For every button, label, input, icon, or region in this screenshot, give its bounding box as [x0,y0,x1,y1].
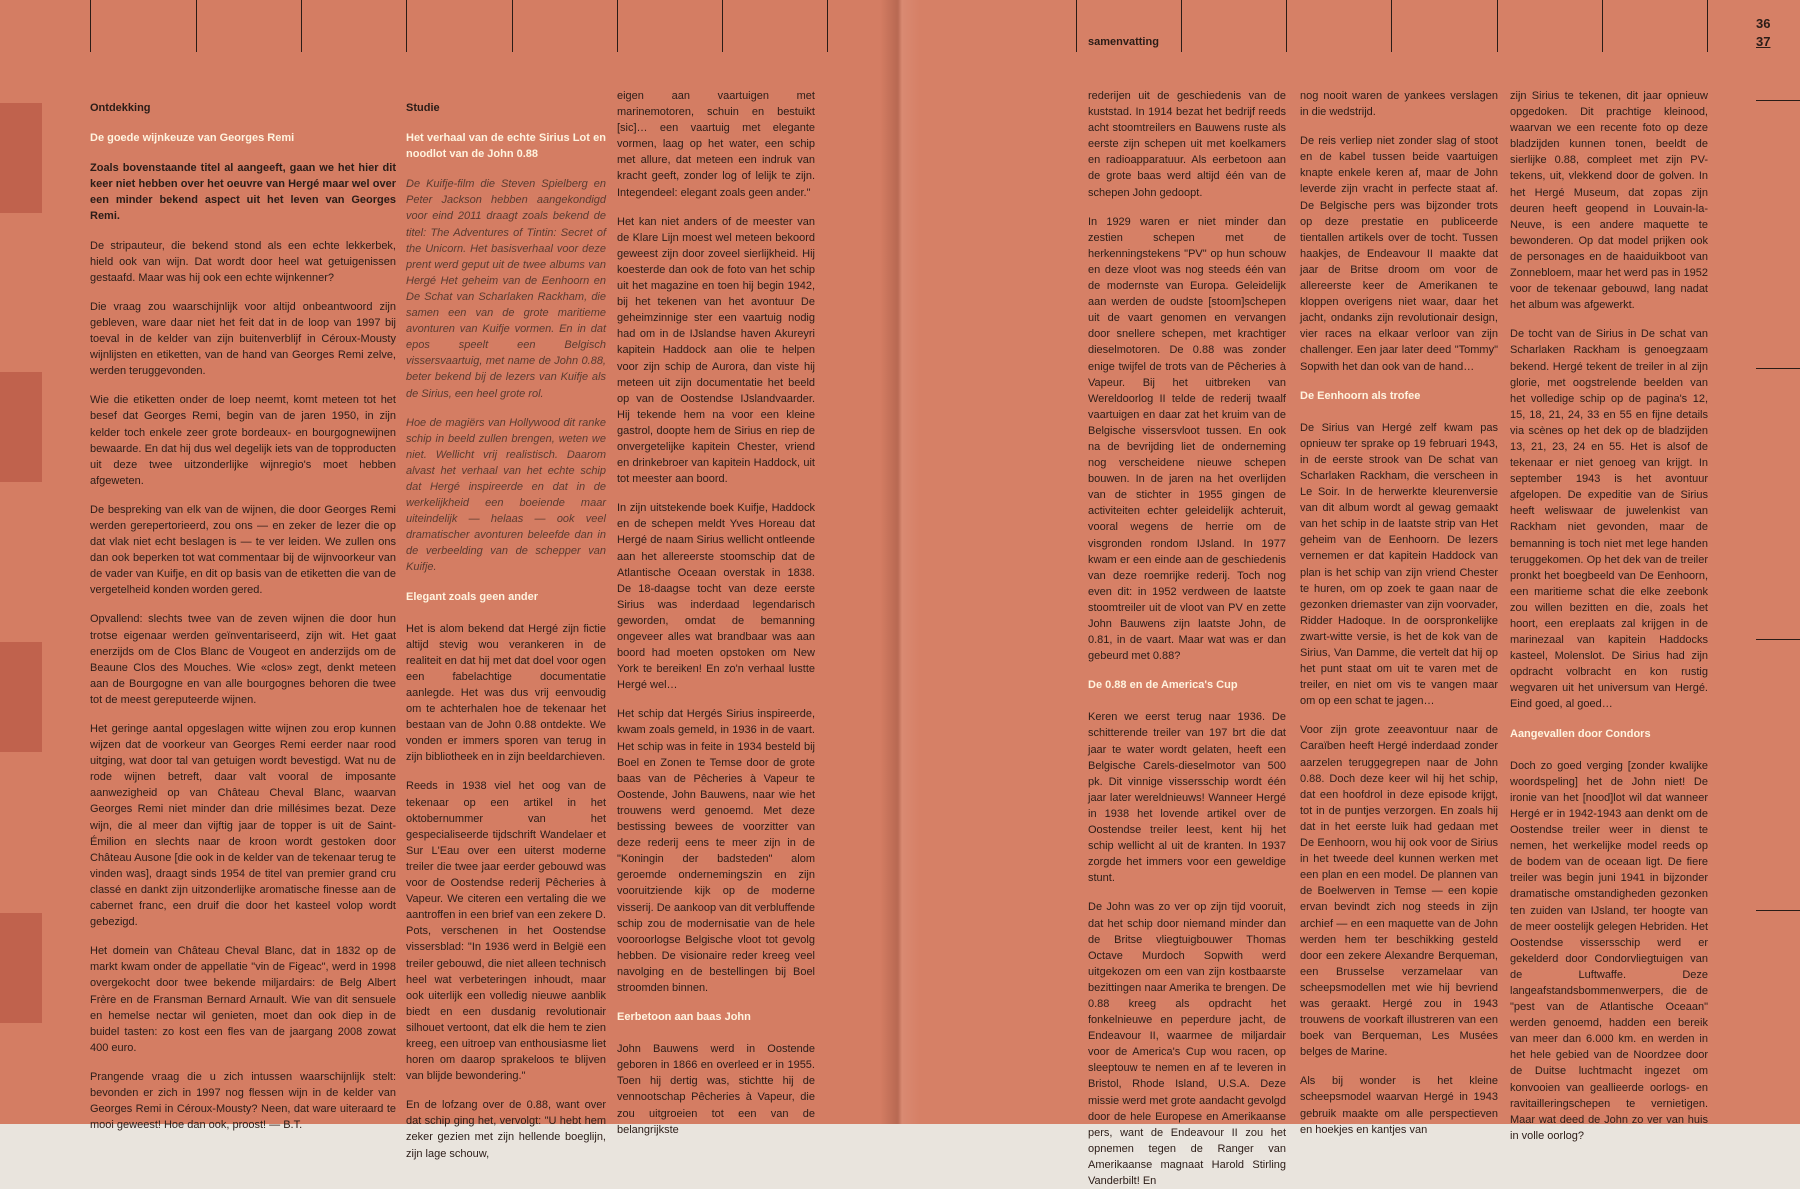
paragraph: Het is alom bekend dat Hergé zijn fictie altijd stevig wou verankeren in de realiteit en dat hij met dat doel voor ogen een fabelachtige documentatie aanlegde. Het was dus vrij eenvoudig om te achterhalen hoe de tekenaar het bestaan van de John 0.88 ontdekte. We vonden er immers sporen van terug in zijn bibliotheek en in zijn beeldarchieven. [406,622,606,764]
paragraph: De Sirius van Hergé zelf kwam pas opnieuw ter sprake op 19 februari 1943, in de eerste strook van De schat van Scharlaken Rackham, die verscheen in Le Soir. In de herwerkte kleurenversie van dit album wordt al gewag gemaakt van het schip in de laatste strip van Het geheim van de Eenhoorn. De lezers vernemen er dat kapitein Haddock van plan is het schip van zijn vriend Chester te huren, om op zoek te gaan naar de gezonken driemaster van zijn voorvader, Ridder Hadoque. In de oorspronkelijke zwart-witte versie, is het de kok van de Sirius, Van Damme, die vertelt dat hij op het punt staat om uit te varen met de treiler, en niet om vis te vangen maar om op een schat te jagen… [1300,421,1498,708]
top-tick [406,0,407,52]
paragraph: rederijen uit de geschiedenis van de kuststad. In 1914 bezat het bedrijf reeds acht stoomtreilers en Bauwens ruste als eerste zijn schepen uit met koelkamers en radioapparatuur. Als eerbetoon aan de grote baas werd altijd één van de schepen John gedoopt. [1088,90,1286,199]
paragraph: De reis verliep niet zonder slag of stoot en de kabel tussen beide vaartuigen knapte enkele keren af, maar de John leverde zijn vracht in perfecte staat af. De Belgische pers was bijzonder trots op deze prestatie en publiceerde tientallen artikels over de tocht. Tussen haakjes, de Endeavour II maakte dat jaar de Britse droom om voor de allereerste keer de Amerikanen te kloppen overigens niet waar, daar het jacht, ondanks zijn revolutionair design, vier races na elkaar verloor van zijn challenger. Een jaar later deed "Tommy" Sopwith het dan ook van de hand… [1300,135,1498,373]
paragraph: eigen aan vaartuigen met marinemotoren, schuin en bestuikt [sic]… een vaartuig met elegante vormen, laag op het water, een schip met allure, dat meteen een indruk van kracht geeft, zonder log of lelijk te zijn. Integendeel: elegant zoals geen ander." [617,90,815,199]
subheading: De 0.88 en de America's Cup [1088,679,1238,692]
top-tick [90,0,91,52]
intro-paragraph: Hoe de magiërs van Hollywood dit ranke schip in beeld zullen brengen, weten we niet. Wellicht vrij realistisch. Daarom alvast het verhaal van het echte schip dat Hergé inspireerde en dat in de werkelijkheid een boeiende maar uiteindelijk — helaas — ook veel dramatischer avonturen beleefde dan in de verbeelding van de schepper van Kuifje. [406,416,606,574]
top-tick [1707,0,1708,52]
page-number-left: 36 [1756,16,1771,31]
paragraph: Het geringe aantal opgeslagen witte wijnen zou erop kunnen wijzen dat de voorkeur van Georges Remi eerder naar rood uitging, wat door tal van getuigen wordt bevestigd. Wat nu de rode wijnen betreft, daar valt vooral de imposante aanwezigheid op van Château Cheval Blanc, waarvan Georges Remi niet minder dan drie millésimes bezat. Deze wijn, die al meer dan vijftig jaar de topper is uit de Saint-Émilion en slechts naar de kroon wordt gestoken door Château Ausone [die ook in de kelder van de tekenaar terug te vinden was], draagt sinds 1954 de titel van premier grand cru classé en dankt zijn uitzonderlijke aromatische finesse aan de cabernet franc, een druif die door het kasteel volop wordt gebezigd. [90,723,396,929]
article-column-2 [406,100,606,1160]
paragraph: Voor zijn grote zeeavontuur naar de Caraïben heeft Hergé inderdaad zonder aarzelen teruggegrepen naar de John 0.88. Doch deze keer wil hij het schip, dat een hoofdrol in deze episode krijgt, tot in de puntjes verzorgen. En zoals hij dat in het eerste luik had gedaan met De Eenhoorn, wou hij ook voor de Sirius in het tweede deel kunnen werken met een plan en een model. De plannen van de Boelwerven in Temse — een kopie ervan bevindt zich nog steeds in zijn archief — en een maquette van de John werden hem ter beschikking gesteld door een zekere Alexandre Berqueman, een Brusselse verzamelaar van scheepsmodellen met wie hij bevriend was geraakt. Hergé zou in 1943 trouwens de voorkaft illustreren van een boek van Berqueman, Les Musées belges de Marine. [1300,724,1498,1059]
edge-tab [0,642,42,752]
top-tick [512,0,513,52]
paragraph: Prangende vraag die u zich intussen waarschijnlijk stelt: bevonden er zich in 1997 nog flessen wijn in de kelder van Georges Remi in Céroux-Mousty? Neen, dat ware uiteraard te mooi geweest! Hoe dan ook, proost! — B.T. [90,1070,396,1132]
paragraph: zijn Sirius te tekenen, dit jaar opnieuw opgedoken. Dit prachtige kleinood, waarvan we een recente foto op deze bladzijden kunnen tonen, beeldt de sierlijke 0.88, compleet met zijn PV-tekens, uit, vlekkend door de golven. In het Hergé Museum, dat zopas zijn deuren heeft geopend in Louvain-la-Neuve, is een andere maquette te bewonderen. Op dat model prijken ook de personages en de haaiduikboot van Zonnebloem, maar het werd pas in 1952 voor de tekenaar gebouwd, lang nadat het album was afgewerkt. [1510,90,1708,312]
paragraph: De John was zo ver op zijn tijd vooruit, dat het schip door niemand minder dan de Britse vliegtuigbouwer Thomas Octave Murdoch Sopwith werd uitgekozen om een van zijn kostbaarste bezittingen naar Amerika te brengen. De 0.88 kreeg als opdracht het fonkelnieuwe en peperdure jacht, de Endeavour II, waarmee de miljardair voor de America's Cup wou racen, op sleeptouw te nemen en af te leveren in Bristol, Rhode Island, U.S.A. Deze missie werd met grote aandacht gevolgd door de hele Europese en Amerikaanse pers, want de Endeavour II zou het opnemen tegen de Ranger van Amerikaanse magnaat Harold Stirling Vanderbilt! En [1088,901,1286,1187]
paragraph: Wie die etiketten onder de loep neemt, komt meteen tot het besef dat Georges Remi, begin van de jaren 1950, in zijn kelder toch enkele zeer grote bordeaux- en bourgognewijnen bewaarde. En dat hij dus wel degelijk iets van de topproducten uit deze twee uitzonderlijke wijnregio's moet hebben afgeweten. [90,394,396,487]
edge-rule [1756,639,1800,640]
subheading: Elegant zoals geen ander [406,590,539,603]
paragraph: De stripauteur, die bekend stond als een echte lekkerbek, hield ook van wijn. Dat wordt door heel wat getuigenissen gestaafd. Maar was hij ook een echte wijnkenner? [90,239,396,284]
article-column-3 [617,88,815,1136]
top-tick [617,0,618,52]
subheading: Eerbetoon aan baas John [617,1011,751,1024]
edge-rule [1756,100,1800,101]
paragraph: In 1929 waren er niet minder dan zestien schepen met de herkenningstekens "PV" op hun schouw en deze vloot was nog steeds één van de modernste van Europa. Geleidelijk aan werden de oudste [stoom]schepen uit de vaart genomen en vervangen door snellere schepen, met krachtiger dieselmotoren. De 0.88 was zonder enige twijfel de trots van de Pêcheries à Vapeur. Bij het uitbreken van Wereldoorlog II telde de rederij twaalf vaartuigen en daar zat het kruim van de Belgische vissersvloot tussen. En ook na de bevrijding liet de onderneming nog verscheidene nieuwe schepen bouwen. In de jaren na het overlijden van de stichter in 1955 gingen de activiteiten echter geleidelijk achteruit, vooral wegens de herrie om de visgronden rondom IJsland. In 1977 kwam er een einde aan de geschiedenis van deze roemrijke rederij. Toch nog even dit: in 1952 verdween de laatste stoomtreiler uit de vloot van PV en zette John Bauwens zijn laatste John, de 0.81, in de vaart. Maar wat was er dan gebeurd met 0.88? [1088,215,1286,663]
article-column-1 [90,100,396,1132]
paragraph: Reeds in 1938 viel het oog van de tekenaar op een artikel in het oktobernummer van het gespecialiseerde tijdschrift Wandelaer et Sur L'Eau over een uiterst moderne treiler die twee jaar eerder gebouwd was voor de Oostendse rederij Pêcheries à Vapeur. We citeren een vertaling die we aantroffen in een brief van een zekere D. Pots, verschenen in het Oostendse vissersblad: "In 1936 werd in België een treiler gebouwd, die niet alleen technisch heel wat verbeteringen inhoudt, maar ook uiterlijk een volledig nieuwe aanblik biedt en een dusdanig revolutionair silhouet vertoont, dat elk die hem te zien kreeg, een uitroep van enthousiasme liet horen om daarop sprakeloos te blijven van blijde bewondering." [406,780,606,1083]
article-column-5 [1300,88,1498,1136]
top-tick [1602,0,1603,52]
paragraph: John Bauwens werd in Oostende geboren in 1866 en overleed er in 1955. Toen hij dertig was, stichtte hij de vennootschap Pêcheries à Vapeur, die zou uitgroeien tot een van de belangrijkste [617,1043,815,1136]
paragraph: Doch zo goed verging [zonder kwalijke woordspeling] het de John niet! De ironie van het [nood]lot wil dat wanneer Hergé er in 1942-1943 aan denkt om de Oostendse treiler weer in dienst te nemen, het werkelijke model reeds op de bodem van de oceaan ligt. De fiere treiler was begin juni 1941 in bijzonder dramatische omstandigheden gezonken ten zuiden van IJsland, ter hoogte van de meer oostelijk gelegen Hebriden. Het Oostendse vissersschip werd er gekelderd door Condorvliegtuigen van de Luftwaffe. Deze langeafstandsbommenwerpers, die de "pest van de Atlantische Oceaan" werden genoemd, hadden een bereik van meer dan 6.000 km. en werden in het hele gebied van de Noordzee door de Duitse luchtmacht ingezet om konvooien van geallieerde oorlogs- en ravitailleringschepen te vernietigen. Maar wat deed de John zo ver van huis in volle oorlog? [1510,759,1708,1142]
subheading: Aangevallen door Condors [1510,727,1651,740]
paragraph: In zijn uitstekende boek Kuifje, Haddock en de schepen meldt Yves Horeau dat Hergé de naam Sirius wellicht ontleende aan het allereerste stoomschip dat de Atlantische Oceaan overstak in 1838. De 18-daagse tocht van deze eerste Sirius was inderdaad legendarisch geworden, omdat de bemanning ongeveer alles wat brandbaar was aan boord had moeten opstoken om New York te bereiken! En zo'n verhaal lustte Hergé wel… [617,502,815,692]
edge-tab [0,372,42,482]
subheading: De Eenhoorn als trofee [1300,389,1421,402]
paragraph: Als bij wonder is het kleine scheepsmodel waarvan Hergé in 1943 gebruik maakte om alle perspectieven en hoekjes en kantjes van [1300,1075,1498,1136]
edge-tab [0,103,42,213]
edge-rule [1756,368,1800,369]
section-label: samenvatting [1088,36,1159,48]
article-column-6 [1510,88,1708,1142]
paragraph: nog nooit waren de yankees verslagen in die wedstrijd. [1300,90,1498,119]
article-title: Het verhaal van de echte Sirius Lot en noodlot van de John 0.88 [406,132,606,161]
top-tick [1391,0,1392,52]
page-number-right: 37 [1756,34,1771,49]
edge-tab [0,913,42,1023]
top-tick [1076,0,1077,52]
paragraph: Keren we eerst terug naar 1936. De schitterende treiler van 197 brt die dat jaar te water wordt gelaten, heeft een Belgische Carels-dieselmotor van 500 pk. Dit vinnige vissersschip wordt één jaar later wereldnieuws! Wanneer Hergé in 1938 het lovende artikel over de Oostendse treiler leest, kent hij het schip wellicht al uit de kranten. In 1937 zorgde het immers voor een geweldige stunt. [1088,711,1286,885]
top-tick [1497,0,1498,52]
article-lead: Zoals bovenstaande titel al aangeeft, gaan we het hier dit keer niet hebben over het oeuvre van Hergé maar wel over een minder bekend aspect uit het leven van Georges Remi. [90,162,396,223]
top-tick [1181,0,1182,52]
paragraph: Het schip dat Hergés Sirius inspireerde, kwam zoals gemeld, in 1936 in de vaart. Het schip was in feite in 1934 besteld bij Boel en Zonen te Temse door de grote baas van de Pêcheries à Vapeur te Oostende, John Bauwens, naar wie het trouwens werd genoemd. Met deze bestissing bewees de voorzitter van deze rederij eens te meer zijn in de "Koningin der badsteden" alom geroemde ondernemingszin en zijn vooruitziende kijk op de moderne visserij. De aankoop van dit verbluffende schip zou de modernisatie van de hele vooroorlogse Belgische vloot tot gevolg hebben. De visionaire reder kreeg veel navolging en de bestellingen bij Boel stroomden binnen. [617,708,815,994]
paragraph: De bespreking van elk van de wijnen, die door Georges Remi werden gerepertorieerd, zou ons — en zeker de lezer die op dat vlak niet echt beslagen is — te ver leiden. We zullen ons dan ook beperken tot wat commentaar bij de wijnvoorkeur van de vader van Kuifje, en dit op basis van de etiketten die van de vergetelheid konden worden gered. [90,503,396,597]
article-column-4 [1088,88,1286,1187]
paragraph: De tocht van de Sirius in De schat van Scharlaken Rackham is genoegzaam bekend. Hergé tekent de treiler in al zijn glorie, met oogstrelende beelden van het volledige schip op de pagina's 12, 15, 18, 21, 24, 33 en 55 en fijne details via scènes op het dek op de bladzijden 13, 21, 23, 24 en 55. Het is alsof de tekenaar er niet genoeg van krijgt. In september 1943 is het avontuur afgelopen. De expeditie van de Sirius heeft weliswaar de juwelenkist van Rackham niet gevonden, maar de bemanning is toch niet met lege handen teruggekomen. Op het dek van de treiler pronkt het boegbeeld van De Eenhoorn, een maritieme schat die elke zeebonk zou willen bezitten en die, zoals het hoort, een ereplaats zal krijgen in de marinezaal van kapitein Haddocks kasteel, Molenslot. De Sirius had zijn opdracht volbracht en kon rustig wegvaren uit het universum van Hergé. Eind goed, al goed… [1510,328,1708,711]
section-kicker: Ontdekking [90,102,151,114]
page-gutter [880,0,920,1124]
top-tick [1286,0,1287,52]
section-kicker: Studie [406,102,440,114]
paragraph: Het kan niet anders of de meester van de Klare Lijn moest wel meteen bekoord geweest zijn door zoveel sierlijkheid. Hij koesterde dan ook de foto van het schip uit het magazine en toen hij begin 1942, bij het tekenen van het avontuur De geheimzinnige ster een vaartuig nodig had om in de IJslandse haven Akureyri kapitein Haddock aan olie te helpen voor zijn schip de Aurora, dan viste hij meteen uit zijn documentatie het beeld op van de Oostendse IJslandvaarder. Hij tekende hem na voor een kleine gastrol, doopte hem de Sirius en riep de onvergetelijke kapitein Chester, vriend en drinkebroer van kapitein Haddock, uit tot meester aan boord. [617,215,815,486]
paragraph: Die vraag zou waarschijnlijk voor altijd onbeantwoord zijn gebleven, ware daar niet het feit dat in de loop van 1997 bij toeval in de kelder van zijn buitenverblijf in Céroux-Mousty wijnlijsten en etiketten, van de hand van Georges Remi zelve, werden teruggevonden. [90,300,396,378]
edge-rule [1756,910,1800,911]
paragraph: En de lofzang over de 0.88, want over dat schip ging het, vervolgt: "U hebt hem zeker gezien met zijn hellende boeglijn, zijn lage schouw, [406,1099,606,1160]
top-tick [196,0,197,52]
intro-paragraph: De Kuifje-film die Steven Spielberg en Peter Jackson hebben aangekondigd voor eind 2011 draagt zoals bekend de titel: The Adventures of Tintin: Secret of the Unicorn. Het basisverhaal voor deze prent werd geput uit de twee albums van Hergé Het geheim van de Eenhoorn en De Schat van Scharlaken Rackham, die samen een van de grote maritieme avonturen van Kuifje vormen. En in dat epos speelt een Belgisch vissersvaartuig, met name de John 0.88, beter bekend bij de lezers van Kuifje als de Sirius, een heel grote rol. [406,178,606,400]
paragraph: Opvallend: slechts twee van de zeven wijnen die door hun trotse eigenaar werden geïnventariseerd, zijn wit. Het gaat enerzijds om de Clos Blanc de Vougeot en anderzijds om de Beaune Clos des Mouches. Wie «clos» zegt, denkt meteen aan de Bourgogne en van alle bourgognes behoren die twee tot de meest gereputeerde wijnen. [90,613,396,706]
top-tick [827,0,828,52]
top-tick [722,0,723,52]
paragraph: Het domein van Château Cheval Blanc, dat in 1832 op de markt kwam onder de appellatie "vin de Figeac", werd in 1998 overgekocht door twee bekende miljardairs: de Belg Albert Frère en de Fransman Bernard Arnault. Wie van dit sensuele en hemelse nectar wil genieten, moet dan ook diep in de buidel tasten: zo kost een fles van de jaargang 2008 zowat 400 euro. [90,945,396,1054]
top-tick [301,0,302,52]
article-title: De goede wijnkeuze van Georges Remi [90,132,295,145]
